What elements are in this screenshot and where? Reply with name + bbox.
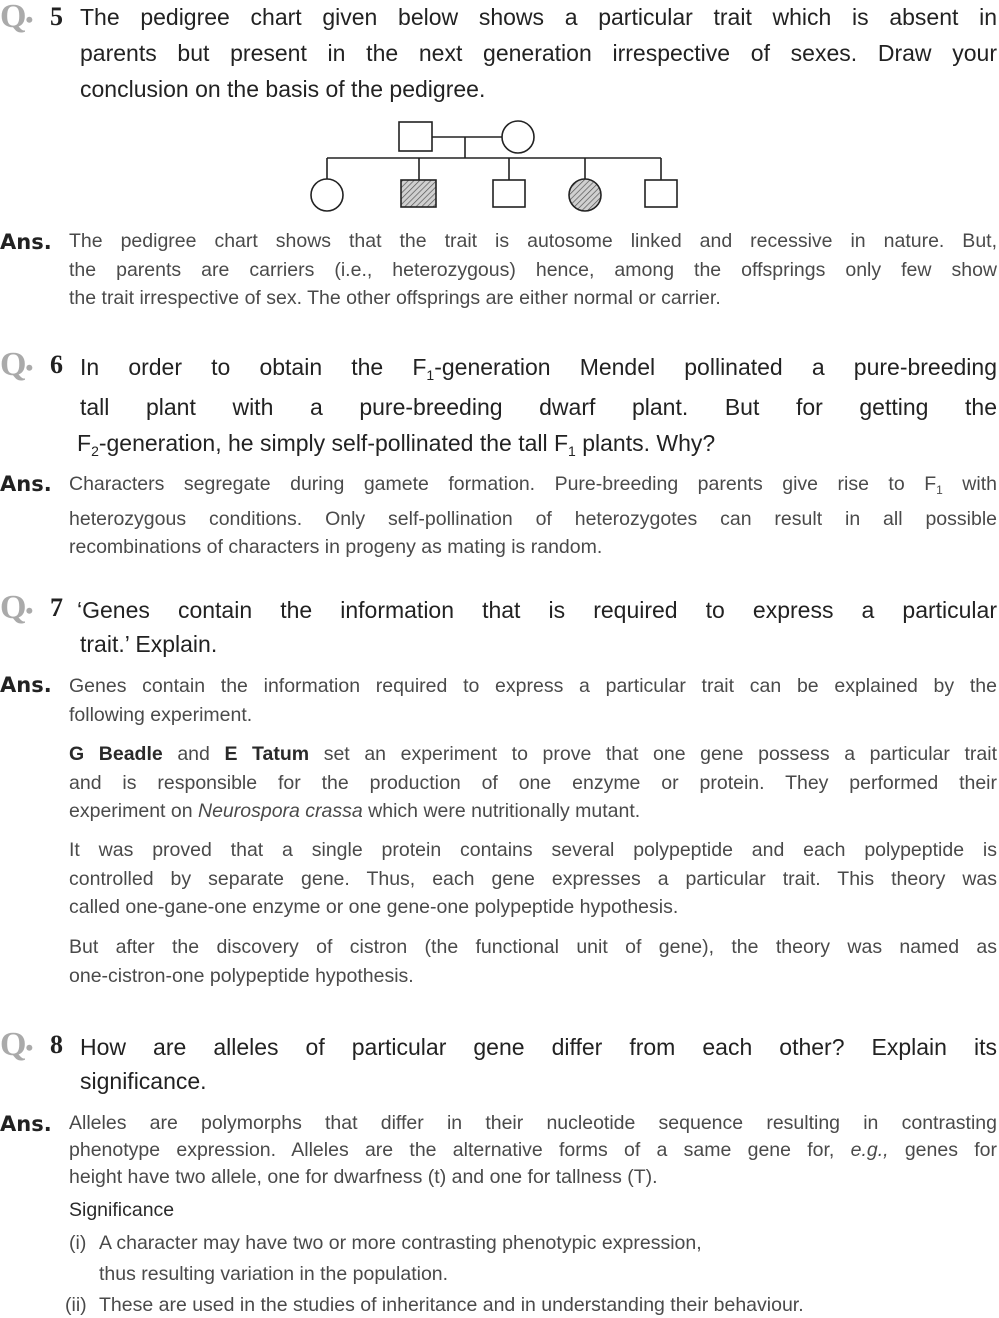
answer-text: Characters segregate during gamete formation. Pure-breeding parents give rise to $F_1$ with heterozygous conditions. Only self-pollination of heterozygotes can result in all possible recombinations of characters in progeny as mating is random. [69, 473, 997, 558]
question-text-line: conclusion on the basis of the pedigree. [80, 76, 486, 102]
question-label: Q• [0, 346, 33, 383]
question-text-line: significance. [80, 1068, 207, 1094]
male-unaffected-icon [399, 122, 432, 151]
scientist-name: G Beadle [69, 743, 163, 765]
male-unaffected-icon [645, 180, 677, 207]
answer-text: The pedigree chart shows that the trait is autosome linked and recessive in nature. But, the parents are carriers (i.e., heterozygous) hence, among the offsprings only few show the trait irrespective of sex. The other offsprings are either normal or carrier. [69, 230, 997, 309]
answer-label: Ans. [0, 673, 52, 697]
male-unaffected-icon [493, 180, 525, 207]
significance-heading: Significance [69, 1199, 175, 1221]
answer-paragraph: It was proved that a single protein contains several polypeptide and each polypeptide is controlled by separate gene. Thus, each gene expresses a particular trait. This theory was called one-gane-one enzyme or one gene-one polypeptide hypothesis. [69, 839, 997, 918]
question-text-line: trait.’ Explain. [80, 631, 218, 657]
significance-list [65, 1228, 997, 1318]
question-text-line: How are alleles of particular gene differ from each other? Explain its [80, 1034, 997, 1060]
answer-paragraph: G Beadle and E Tatum set an experiment to prove that one gene possess a particular trait and is responsible for the production of one enzyme or protein. They performed their experiment on Neurospora crassa which were nutritionally mutant. [69, 743, 997, 822]
male-affected-icon [401, 180, 436, 207]
list-item: (ii) These are used in the studies of inheritance and in understanding their behaviour. [65, 1294, 804, 1316]
question-text-line: In order to obtain the $F_1$-generation Mendel pollinated a pure-breeding [80, 354, 997, 383]
answer-label: Ans. [0, 230, 52, 254]
answer-paragraph: But after the discovery of cistron (the functional unit of gene), the theory was named as one-cistron-one polypeptide hypothesis. [69, 936, 997, 987]
question-label: Q• [0, 0, 33, 35]
scientist-name: E Tatum [224, 743, 310, 765]
list-item: (i) A character may have two or more contrasting phenotypic expression, thus resulting variation in the population. [69, 1232, 702, 1285]
question-label: Q• [0, 1026, 33, 1063]
question-number: 8 [50, 1030, 63, 1059]
question-text-line: ‘Genes contain the information that is required to express a particular [77, 597, 997, 623]
question-text-line: The pedigree chart given below shows a particular trait which is absent in [80, 4, 997, 30]
question-number: 7 [50, 593, 63, 622]
answer-label: Ans. [0, 472, 52, 496]
answer-paragraph: Alleles are polymorphs that differ in their nucleotide sequence resulting in contrasting phenotype expression. Alleles are the alternative forms of a same gene for, e.g., genes for height have two allele, one for dwarfness (t) and one for tallness (T). [69, 1112, 997, 1188]
answer-label: Ans. [0, 1112, 52, 1136]
female-affected-icon [569, 179, 601, 211]
question-number: 6 [50, 350, 63, 379]
answer-paragraph: Genes contain the information required to express a particular trait can be explained by the following experiment. [69, 675, 997, 726]
question-text-line: tall plant with a pure-breeding dwarf plant. But for getting the [80, 394, 997, 420]
female-unaffected-icon [311, 179, 343, 211]
question-text-line: $F_2$-generation, he simply self-pollinated the tall $F_1$ plants. Why? [77, 430, 716, 459]
question-number: 5 [50, 2, 63, 31]
question-text-line: parents but present in the next generation irrespective of sexes. Draw your [80, 40, 997, 66]
question-label: Q• [0, 589, 33, 626]
female-unaffected-icon [502, 121, 534, 153]
